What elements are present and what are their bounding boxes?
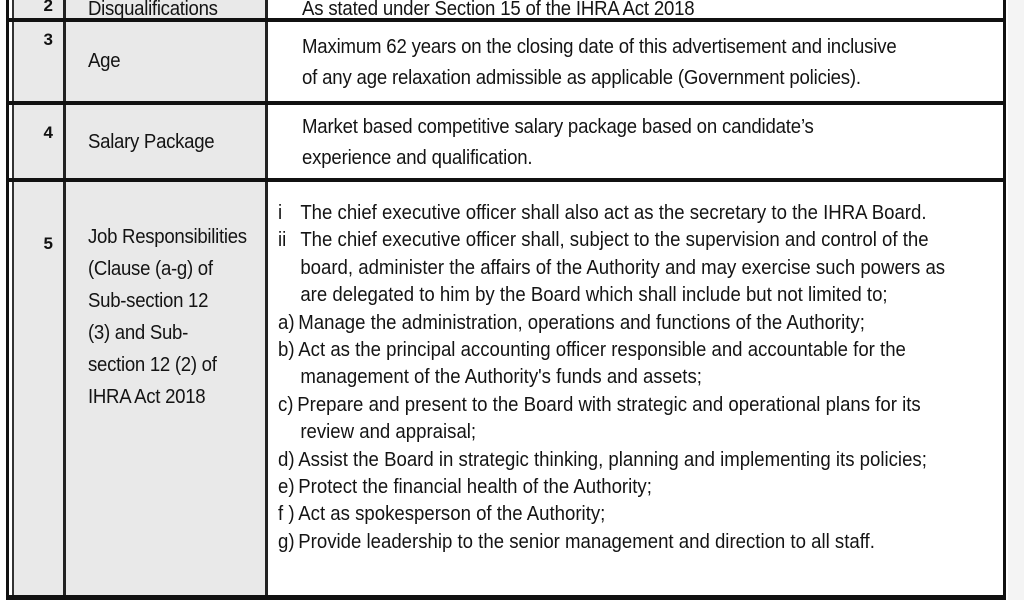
row-label-cell (66, 0, 268, 20)
row-value-line: experience and qualification. (302, 147, 533, 169)
list-item (278, 447, 945, 474)
table-row (6, 18, 1006, 103)
list-marker: g) (278, 530, 295, 553)
row-label-line: Job Responsibilities (88, 226, 247, 248)
row-label-line: IHRA Act 2018 (88, 386, 206, 408)
list-item (278, 392, 945, 419)
row-value-cell (268, 182, 1006, 600)
list-item (278, 337, 945, 364)
row-value-line: Maximum 62 years on the closing date of this advertisement and inclusive (302, 36, 897, 58)
row-value-line: Market based competitive salary package based on candidate’s (302, 116, 814, 138)
row-value-cell (268, 22, 1006, 103)
list-item-continuation (278, 255, 945, 282)
list-item-continuation (278, 364, 945, 391)
table-row (6, 178, 1006, 600)
row-label: Age (88, 50, 121, 72)
row-label-line: (3) and Sub- (88, 322, 189, 344)
row-number-cell (12, 22, 66, 103)
row-label: Salary Package (88, 131, 215, 153)
page-margin-right (1008, 0, 1024, 600)
row-value-cell (268, 0, 1006, 20)
row-number-cell (12, 182, 66, 600)
row-label-cell (66, 105, 268, 180)
list-item-text: The chief executive officer shall, subject to the supervision and control of the (300, 229, 929, 252)
list-item (278, 474, 945, 501)
list-marker: b) (278, 339, 295, 362)
list-marker: ii (278, 229, 287, 252)
list-item-text: management of the Authority's funds and assets; (300, 366, 702, 389)
list-item-text: Protect the financial health of the Authority; (298, 476, 652, 499)
table-row (6, 101, 1006, 180)
list-item (278, 501, 945, 528)
row-number: 4 (43, 123, 53, 142)
list-item (278, 529, 945, 556)
list-marker: a) (278, 311, 295, 334)
list-item-text: Act as the principal accounting officer responsible and accountable for the (298, 339, 906, 362)
list-marker: c) (278, 393, 294, 416)
row-label-cell (66, 22, 268, 103)
list-item-text: Assist the Board in strategic thinking, planning and implementing its policies; (298, 448, 927, 471)
list-item-text: are delegated to him by the Board which shall include but not limited to; (300, 284, 888, 307)
list-item-text: Manage the administration, operations and functions of the Authority; (298, 311, 865, 334)
list-item (278, 310, 945, 337)
row-number: 3 (43, 30, 53, 49)
row-number: 2 (43, 0, 53, 15)
list-item-continuation (278, 419, 945, 446)
row-label-line: (Clause (a-g) of (88, 258, 213, 280)
table-row (6, 0, 1006, 20)
row-label-cell (66, 182, 268, 600)
responsibilities-list (278, 200, 945, 556)
row-number-cell (12, 0, 66, 20)
list-marker: i (278, 202, 283, 224)
list-item-continuation (278, 282, 945, 309)
list-item-text: Act as spokesperson of the Authority; (298, 503, 606, 526)
list-item-text: review and appraisal; (300, 421, 477, 444)
list-item-text: Provide leadership to the senior management and direction to all staff. (298, 530, 875, 553)
list-item (278, 200, 945, 227)
list-item-text: The chief executive officer shall also act as the secretary to the IHRA Board. (300, 202, 927, 224)
list-item (278, 227, 945, 254)
list-item-text: board, administer the affairs of the Authority and may exercise such powers as (300, 256, 946, 279)
row-value-line: of any age relaxation admissible as applicable (Government policies). (302, 67, 861, 89)
row-value-line: As stated under Section 15 of the IHRA Act 2018 (302, 0, 695, 20)
row-label-line: Sub-section 12 (88, 290, 209, 312)
list-marker: d) (278, 448, 295, 471)
row-number: 5 (43, 234, 53, 253)
row-value-cell (268, 105, 1006, 180)
row-label-line: section 12 (2) of (88, 354, 217, 376)
list-item-text: Prepare and present to the Board with strategic and operational plans for its (297, 393, 921, 416)
table-bottom-border (6, 595, 1006, 600)
list-marker: f ) (278, 503, 295, 526)
row-number-cell (12, 105, 66, 180)
row-label: Disqualifications (88, 0, 218, 20)
list-marker: e) (278, 476, 295, 499)
